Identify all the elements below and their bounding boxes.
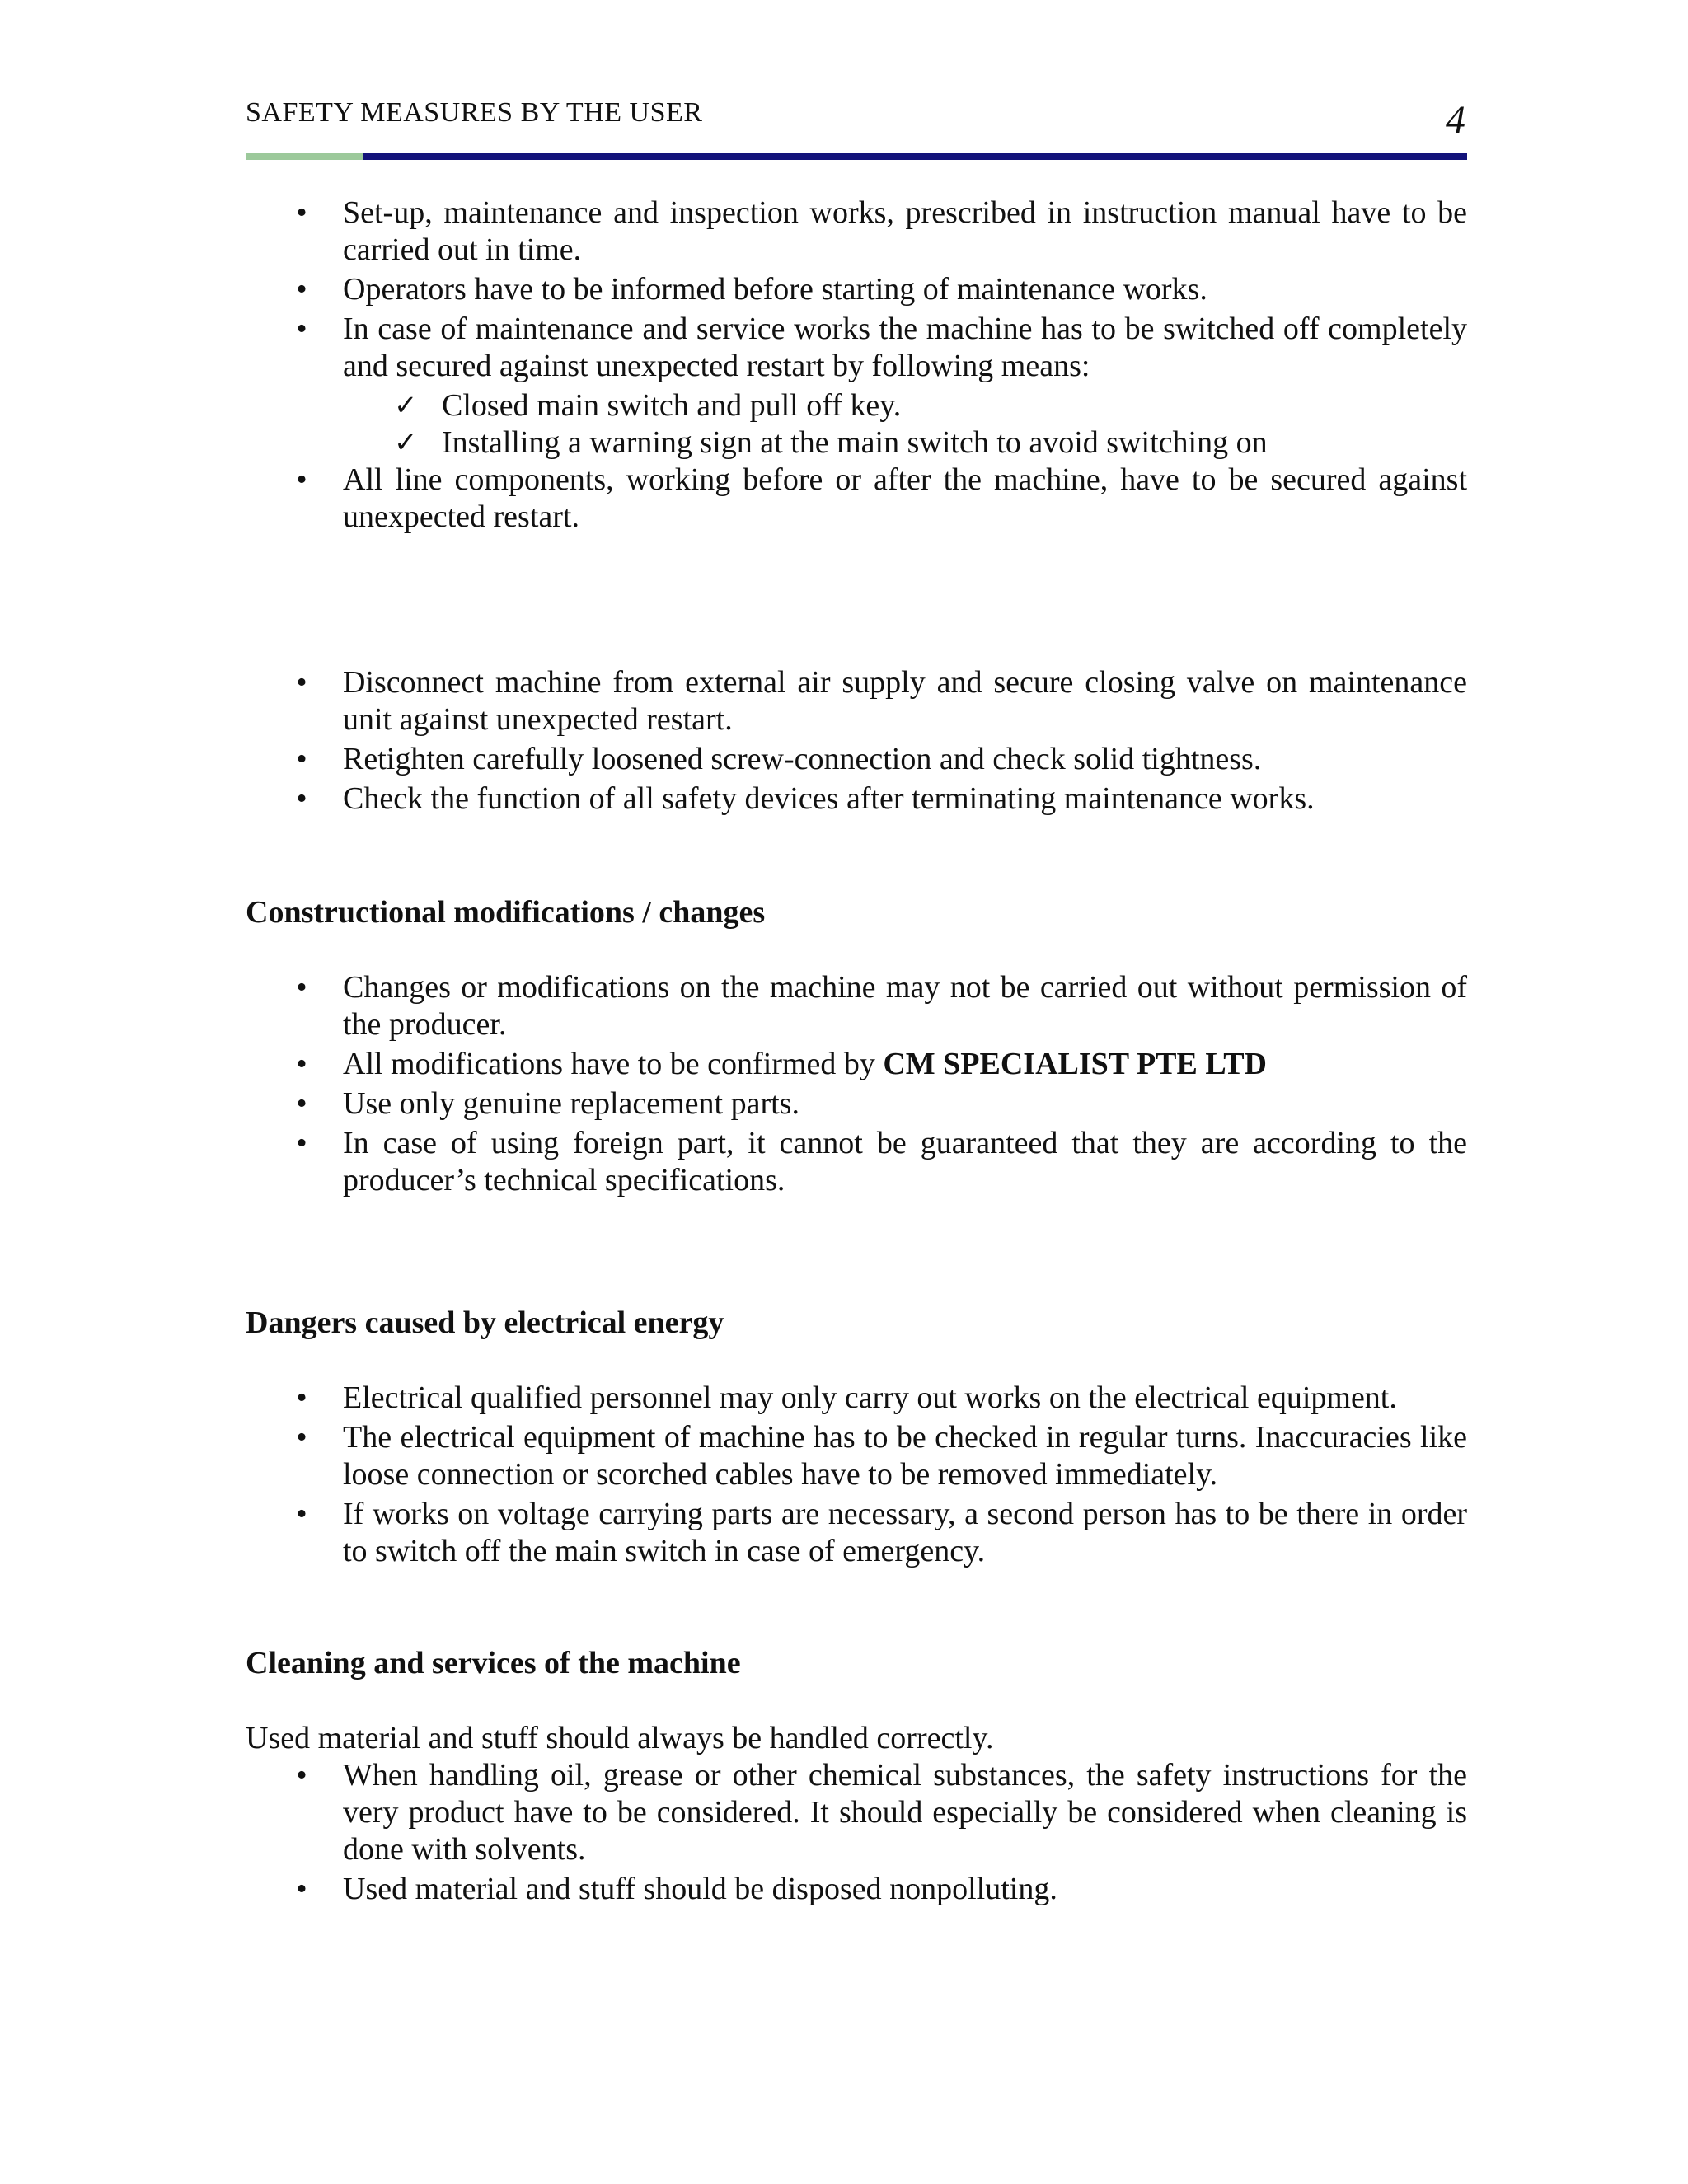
bullet-icon: • xyxy=(296,781,307,816)
list-item xyxy=(246,1125,1467,1199)
list-item-text: In case of using foreign part, it cannot be guaranteed that they are according to the producer’s technical specifications. xyxy=(343,1126,1467,1197)
section-heading-modifications: Constructional modifications / changes xyxy=(246,895,766,930)
bullet-icon: • xyxy=(296,1497,307,1531)
bullet-icon: • xyxy=(296,312,307,346)
check-item xyxy=(246,424,1467,462)
checkmark-icon: ✓ xyxy=(394,391,418,421)
bullet-icon: • xyxy=(296,1047,307,1081)
list-item xyxy=(246,1496,1467,1570)
bullet-icon: • xyxy=(296,1126,307,1160)
list-item-text: Check the function of all safety devices after terminating maintenance works. xyxy=(343,781,1315,816)
electrical-list xyxy=(246,1380,1467,1570)
list-item xyxy=(246,1419,1467,1493)
list-item-text: Electrical qualified personnel may only carry out works on the electrical equipment. xyxy=(343,1380,1397,1415)
company-name: CM SPECIALIST PTE LTD xyxy=(883,1047,1267,1081)
list-item-text: In case of maintenance and service works the machine has to be switched off completely and secured against unexpected restart by following means: xyxy=(343,312,1467,383)
list-item xyxy=(246,271,1467,308)
bullet-icon: • xyxy=(296,742,307,776)
bullet-icon: • xyxy=(296,970,307,1005)
check-item xyxy=(246,387,1467,424)
section-heading-electrical: Dangers caused by electrical energy xyxy=(246,1305,724,1340)
modifications-list xyxy=(246,969,1467,1199)
list-item-text: If works on voltage carrying parts are necessary, a second person has to be there in order to switch off the main switch in case of emergency. xyxy=(343,1497,1467,1568)
bullet-icon: • xyxy=(296,665,307,700)
list-item-text: Used material and stuff should be disposed nonpolluting. xyxy=(343,1872,1057,1906)
list-item xyxy=(246,1085,1467,1122)
cleaning-intro: Used material and stuff should always be handled correctly. xyxy=(246,1721,994,1755)
list-item xyxy=(246,1046,1467,1083)
list-item-text: Disconnect machine from external air supply and secure closing valve on maintenance unit against unexpected restart. xyxy=(343,665,1467,737)
list-item-text: Changes or modifications on the machine may not be carried out without permission of the producer. xyxy=(343,970,1467,1042)
list-item xyxy=(246,462,1467,536)
list-item xyxy=(246,969,1467,1043)
checkmark-list xyxy=(246,387,1467,462)
list-item xyxy=(246,194,1467,269)
bullet-icon: • xyxy=(296,272,307,307)
list-item-text: The electrical equipment of machine has to be checked in regular turns. Inaccuracies like loose connection or scorched cables have to be removed immediately. xyxy=(343,1420,1467,1492)
header-rule-accent xyxy=(246,153,363,160)
maintenance-list xyxy=(246,194,1467,385)
cleaning-list xyxy=(246,1757,1467,1908)
air-supply-list xyxy=(246,664,1467,818)
check-item-text: Installing a warning sign at the main switch to avoid switching on xyxy=(442,425,1268,460)
header-rule xyxy=(363,153,1467,160)
bullet-icon: • xyxy=(296,1420,307,1455)
list-item-text: All line components, working before or after the machine, have to be secured against unexpected restart. xyxy=(343,462,1467,534)
list-item xyxy=(246,311,1467,385)
bullet-icon: • xyxy=(296,1086,307,1121)
page-number: 4 xyxy=(1446,98,1465,142)
bullet-icon: • xyxy=(296,462,307,497)
list-item-text: Operators have to be informed before starting of maintenance works. xyxy=(343,272,1207,307)
list-item-text: When handling oil, grease or other chemical substances, the safety instructions for the very product have to be considered. It should especially be considered when cleaning is done with solvents. xyxy=(343,1758,1467,1867)
header-title: SAFETY MEASURES BY THE USER xyxy=(246,97,703,128)
list-item-text: All modifications have to be confirmed by xyxy=(343,1047,884,1081)
list-item xyxy=(246,741,1467,778)
check-item-text: Closed main switch and pull off key. xyxy=(442,388,902,423)
list-item xyxy=(246,1871,1467,1908)
list-item xyxy=(246,1380,1467,1417)
bullet-icon: • xyxy=(296,1872,307,1906)
maintenance-list-cont xyxy=(246,462,1467,536)
list-item xyxy=(246,664,1467,738)
list-item-text: Retighten carefully loosened screw-connection and check solid tightness. xyxy=(343,742,1262,776)
list-item xyxy=(246,780,1467,818)
page-content xyxy=(246,194,1467,1910)
section-heading-cleaning: Cleaning and services of the machine xyxy=(246,1646,741,1680)
bullet-icon: • xyxy=(296,1758,307,1793)
list-item-text: Set-up, maintenance and inspection works, prescribed in instruction manual have to be carried out in time. xyxy=(343,195,1467,267)
list-item-text: Use only genuine replacement parts. xyxy=(343,1086,799,1121)
bullet-icon: • xyxy=(296,1380,307,1415)
checkmark-icon: ✓ xyxy=(394,428,418,458)
bullet-icon: • xyxy=(296,195,307,230)
list-item xyxy=(246,1757,1467,1868)
